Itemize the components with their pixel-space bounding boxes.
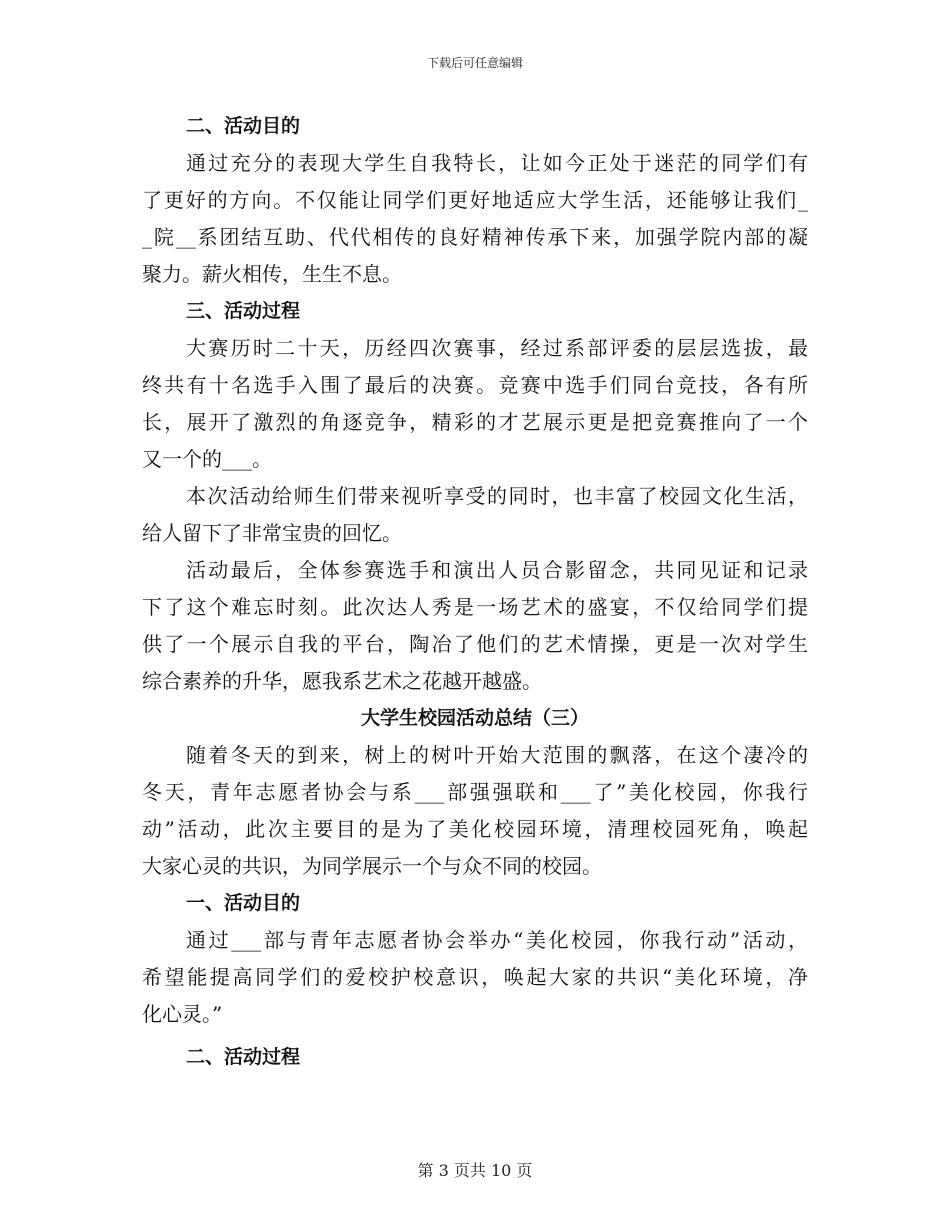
paragraph-line: 动”活动，此次主要目的是为了美化校园环境，清理校园死角，唤起 <box>142 817 808 841</box>
paragraph-line: 随着冬天的到来，树上的树叶开始大范围的飘落，在这个凄冷的 <box>186 743 808 767</box>
paragraph-line: 综合素养的升华，愿我系艺术之花越开越盛。 <box>142 669 542 693</box>
section-heading-objective-2: 一、活动目的 <box>186 892 301 914</box>
paragraph-line: 又一个的___。 <box>142 447 272 471</box>
paragraph-line: 了更好的方向。不仅能让同学们更好地适应大学生活，还能够让我们_ <box>142 188 808 212</box>
section-title: 大学生校园活动总结（三） <box>360 707 589 729</box>
paragraph-line: 通过充分的表现大学生自我特长，让如今正处于迷茫的同学们有 <box>186 151 808 175</box>
paragraph-line: 供了一个展示自我的平台，陶冶了他们的艺术情操，更是一次对学生 <box>142 632 808 656</box>
paragraph-line: 终共有十名选手入围了最后的决赛。竞赛中选手们同台竞技，各有所 <box>142 373 808 397</box>
paragraph-line: 通过___部与青年志愿者协会举办“美化校园，你我行动”活动， <box>186 928 808 952</box>
section-heading-process: 三、活动过程 <box>186 300 301 322</box>
paragraph-line: 长，展开了激烈的角逐竞争，精彩的才艺展示更是把竞赛推向了一个 <box>142 410 808 434</box>
paragraph-line: 化心灵。” <box>142 1002 223 1026</box>
paragraph-line: 大家心灵的共识，为同学展示一个与众不同的校园。 <box>142 854 602 878</box>
section-heading-objective: 二、活动目的 <box>186 115 301 137</box>
paragraph-line: _院__系团结互助、代代相传的良好精神传承下来，加强学院内部的凝 <box>142 225 808 249</box>
paragraph-line: 大赛历时二十天，历经四次赛事，经过系部评委的层层选拔，最 <box>186 336 808 360</box>
paragraph-line: 聚力。薪火相传，生生不息。 <box>142 262 402 286</box>
paragraph-line: 希望能提高同学们的爱校护校意识，唤起大家的共识“美化环境，净 <box>142 965 808 989</box>
page-header-note: 下载后可任意编辑 <box>426 56 523 70</box>
paragraph-line: 活动最后，全体参赛选手和演出人员合影留念，共同见证和记录 <box>186 558 808 582</box>
paragraph-line: 下了这个难忘时刻。此次达人秀是一场艺术的盛宴，不仅给同学们提 <box>142 595 808 619</box>
paragraph-line: 给人留下了非常宝贵的回忆。 <box>142 521 402 545</box>
paragraph-line: 本次活动给师生们带来视听享受的同时，也丰富了校园文化生活， <box>186 484 808 508</box>
section-heading-process-2: 二、活动过程 <box>186 1046 301 1068</box>
document-body <box>142 108 808 1076</box>
paragraph-line: 冬天，青年志愿者协会与系___部强强联和___了”美化校园，你我行 <box>142 780 808 804</box>
page-footer: 第 3 页共 10 页 <box>417 1161 533 1180</box>
